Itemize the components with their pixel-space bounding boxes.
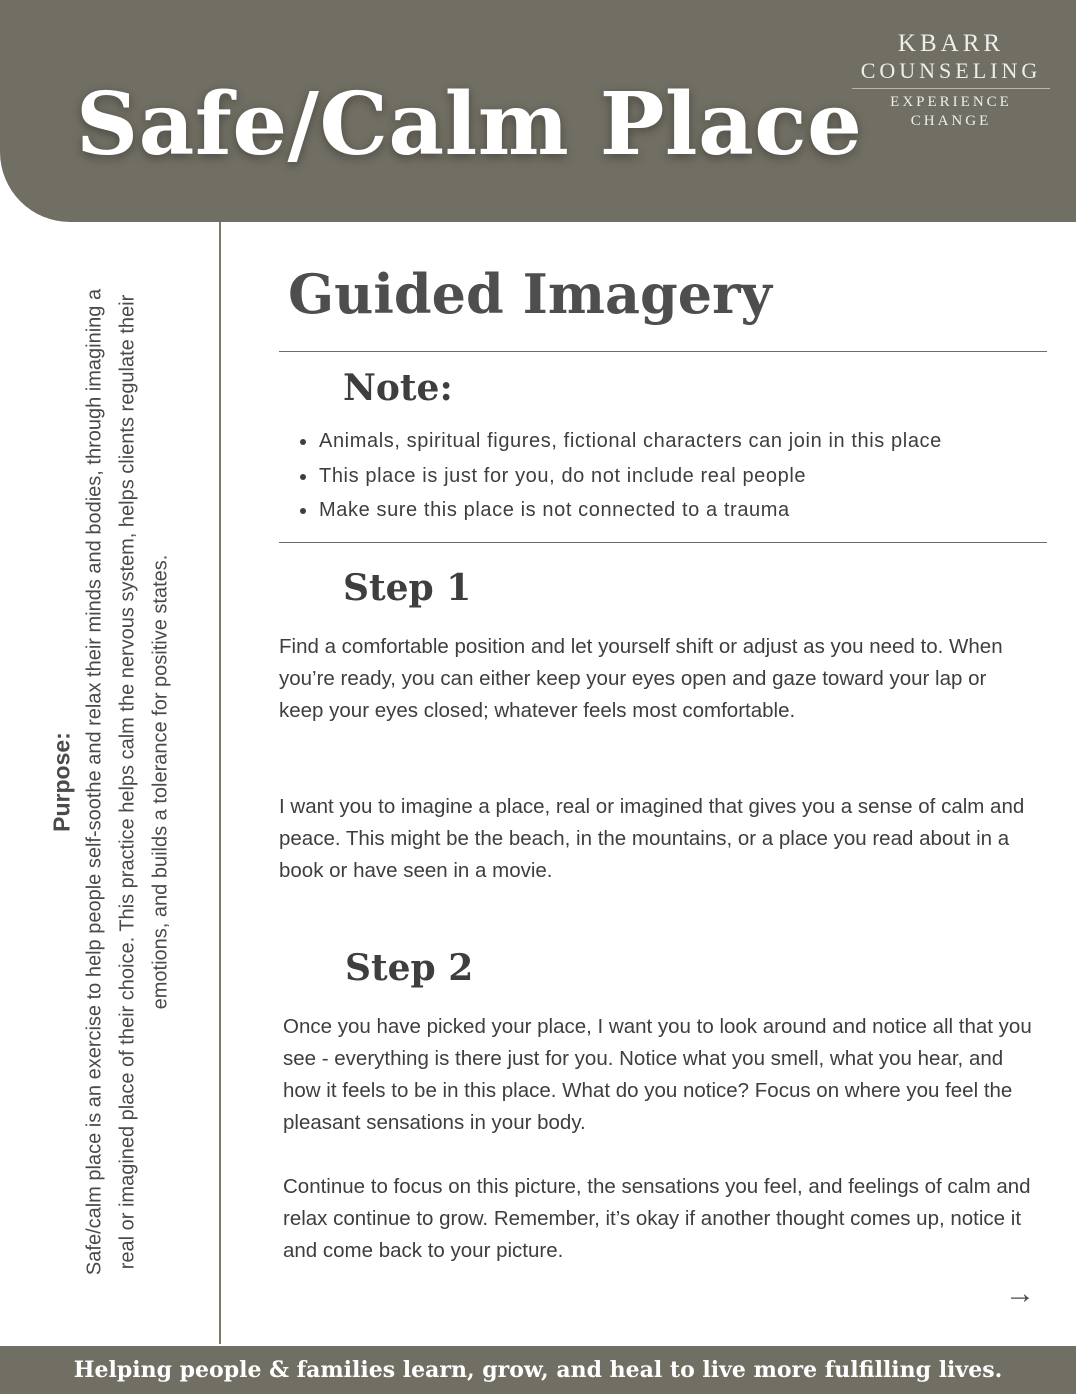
purpose-panel — [47, 282, 178, 1282]
purpose-text: Safe/calm place is an exercise to help people self-soothe and relax their minds and bodies, through imagining a real or imagined place of their choice. This practice helps calm the nervous system, helps clients regulate their emotions, and builds a tolerance for positive states. — [83, 288, 172, 1276]
note-item: Animals, spiritual figures, fictional characters can join in this place — [300, 424, 942, 459]
section-title: Guided Imagery — [288, 262, 772, 326]
brand-logo — [848, 30, 1054, 131]
purpose-heading: Purpose: — [48, 732, 75, 832]
step2-paragraph: Continue to focus on this picture, the sensations you feel, and feelings of calm and relax continue to grow. Remember, it’s okay if another thought comes up, notice it and come back to your picture. — [283, 1175, 1031, 1262]
header-band — [0, 0, 1076, 222]
footer-tagline: Helping people & families learn, grow, and heal to live more fulfilling lives. — [0, 1346, 1076, 1394]
sidebar-divider — [219, 222, 221, 1344]
step1-paragraph: I want you to imagine a place, real or imagined that gives you a sense of calm and peace. This might be the beach, in the mountains, or a place you read about in a book or have seen in a movie. — [279, 795, 1025, 882]
logo-line-counseling: COUNSELING — [852, 58, 1050, 89]
step2-heading: Step 2 — [345, 947, 474, 989]
step2-paragraph: Once you have picked your place, I want you to look around and notice all that you see - everything is there just for you. Notice what you smell, what you hear, and how it feels to be in this place. What do you notice? Focus on where you feel the pleasant sensations in your body. — [283, 1015, 1032, 1134]
logo-line-kbarr: KBARR — [897, 30, 1005, 57]
logo-tagline-experience: EXPERIENCE — [890, 94, 1012, 110]
logo-tagline-change: CHANGE — [910, 113, 992, 129]
note-item: This place is just for you, do not include real people — [300, 459, 942, 494]
page-title: Safe/Calm Place — [76, 74, 863, 175]
note-item: Make sure this place is not connected to a trauma — [300, 493, 942, 528]
divider-bottom — [279, 542, 1047, 543]
note-heading: Note: — [343, 367, 453, 409]
divider-top — [279, 351, 1047, 352]
next-arrow-icon[interactable]: → — [1005, 1277, 1035, 1310]
step1-paragraph: Find a comfortable position and let yourself shift or adjust as you need to. When you’re ready, you can either keep your eyes open and gaze toward your lap or keep your eyes closed; whatever feels most comfortable. — [279, 635, 1003, 722]
note-list — [300, 424, 942, 528]
step1-heading: Step 1 — [343, 567, 472, 609]
